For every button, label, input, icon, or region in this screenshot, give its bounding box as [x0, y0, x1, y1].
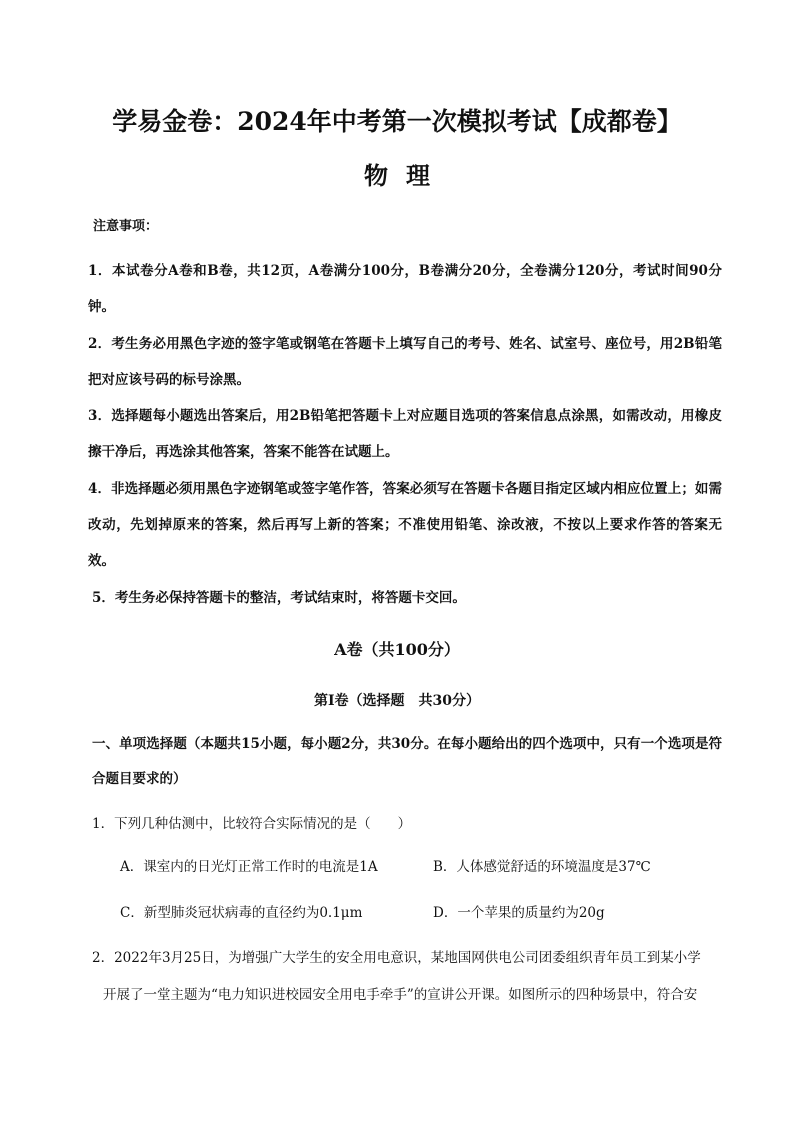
- notice-heading: 注意事项：: [93, 219, 159, 234]
- notice-item-4: 4．非选择题必须用黑色字迹钢笔或签字笔作答，答案必须写在答题卡各题目指定区域内相应位置上；如需改动，先划掉原来的答案，然后再写上新的答案；不准使用铅笔、涂改液，不按以上要求作答的答案无效。: [88, 481, 722, 569]
- subject-title: 物理: [364, 161, 448, 190]
- question-1-option-a: A．课室内的日光灯正常工作时的电流是1A: [120, 859, 378, 875]
- part-1-heading: 第Ⅰ卷（选择题 共30分）: [313, 693, 481, 709]
- exam-title: 学易金卷：2024年中考第一次模拟考试【成都卷】: [112, 107, 682, 136]
- question-2-line-1: 2．2022年3月25日，为增强广大学生的安全用电意识，某地国网供电公司团委组织青年员工到某小学: [92, 950, 701, 966]
- question-1-stem: 1．下列几种估测中，比较符合实际情况的是（ ）: [92, 816, 412, 832]
- question-1-option-c: C．新型肺炎冠状病毒的直径约为0.1μm: [120, 905, 363, 921]
- question-2-stem: [92, 940, 722, 1014]
- section-a-heading: A卷（共100分）: [334, 640, 460, 659]
- notice-item-3: 3．选择题每小题选出答案后，用2B铅笔把答题卡上对应题目选项的答案信息点涂黑，如需改动，用橡皮擦干净后，再选涂其他答案，答案不能答在试题上。: [88, 408, 722, 460]
- section-instructions: 一、单项选择题（本题共15小题，每小题2分，共30分。在每小题给出的四个选项中，只有一个选项是符合题目要求的）: [92, 736, 722, 787]
- question-1-option-b: B．人体感觉舒适的环境温度是37℃: [433, 859, 651, 875]
- notice-item-2: 2．考生务必用黑色字迹的签字笔或钢笔在答题卡上填写自己的考号、姓名、试室号、座位号，用2B铅笔把对应该号码的标号涂黑。: [88, 336, 722, 388]
- notice-item-5: 5．考生务必保持答题卡的整洁，考试结束时，将答题卡交回。: [92, 590, 466, 606]
- notice-item-1: 1．本试卷分A卷和B卷，共12页，A卷满分100分，B卷满分20分，全卷满分120分，考试时间90分钟。: [88, 263, 722, 315]
- question-1-option-d: D．一个苹果的质量约为20g: [433, 905, 605, 921]
- question-2-line-2: 开展了一堂主题为“电力知识进校园安全用电手牵手”的宣讲公开课。如图所示的四种场景中，符合安: [103, 987, 698, 1003]
